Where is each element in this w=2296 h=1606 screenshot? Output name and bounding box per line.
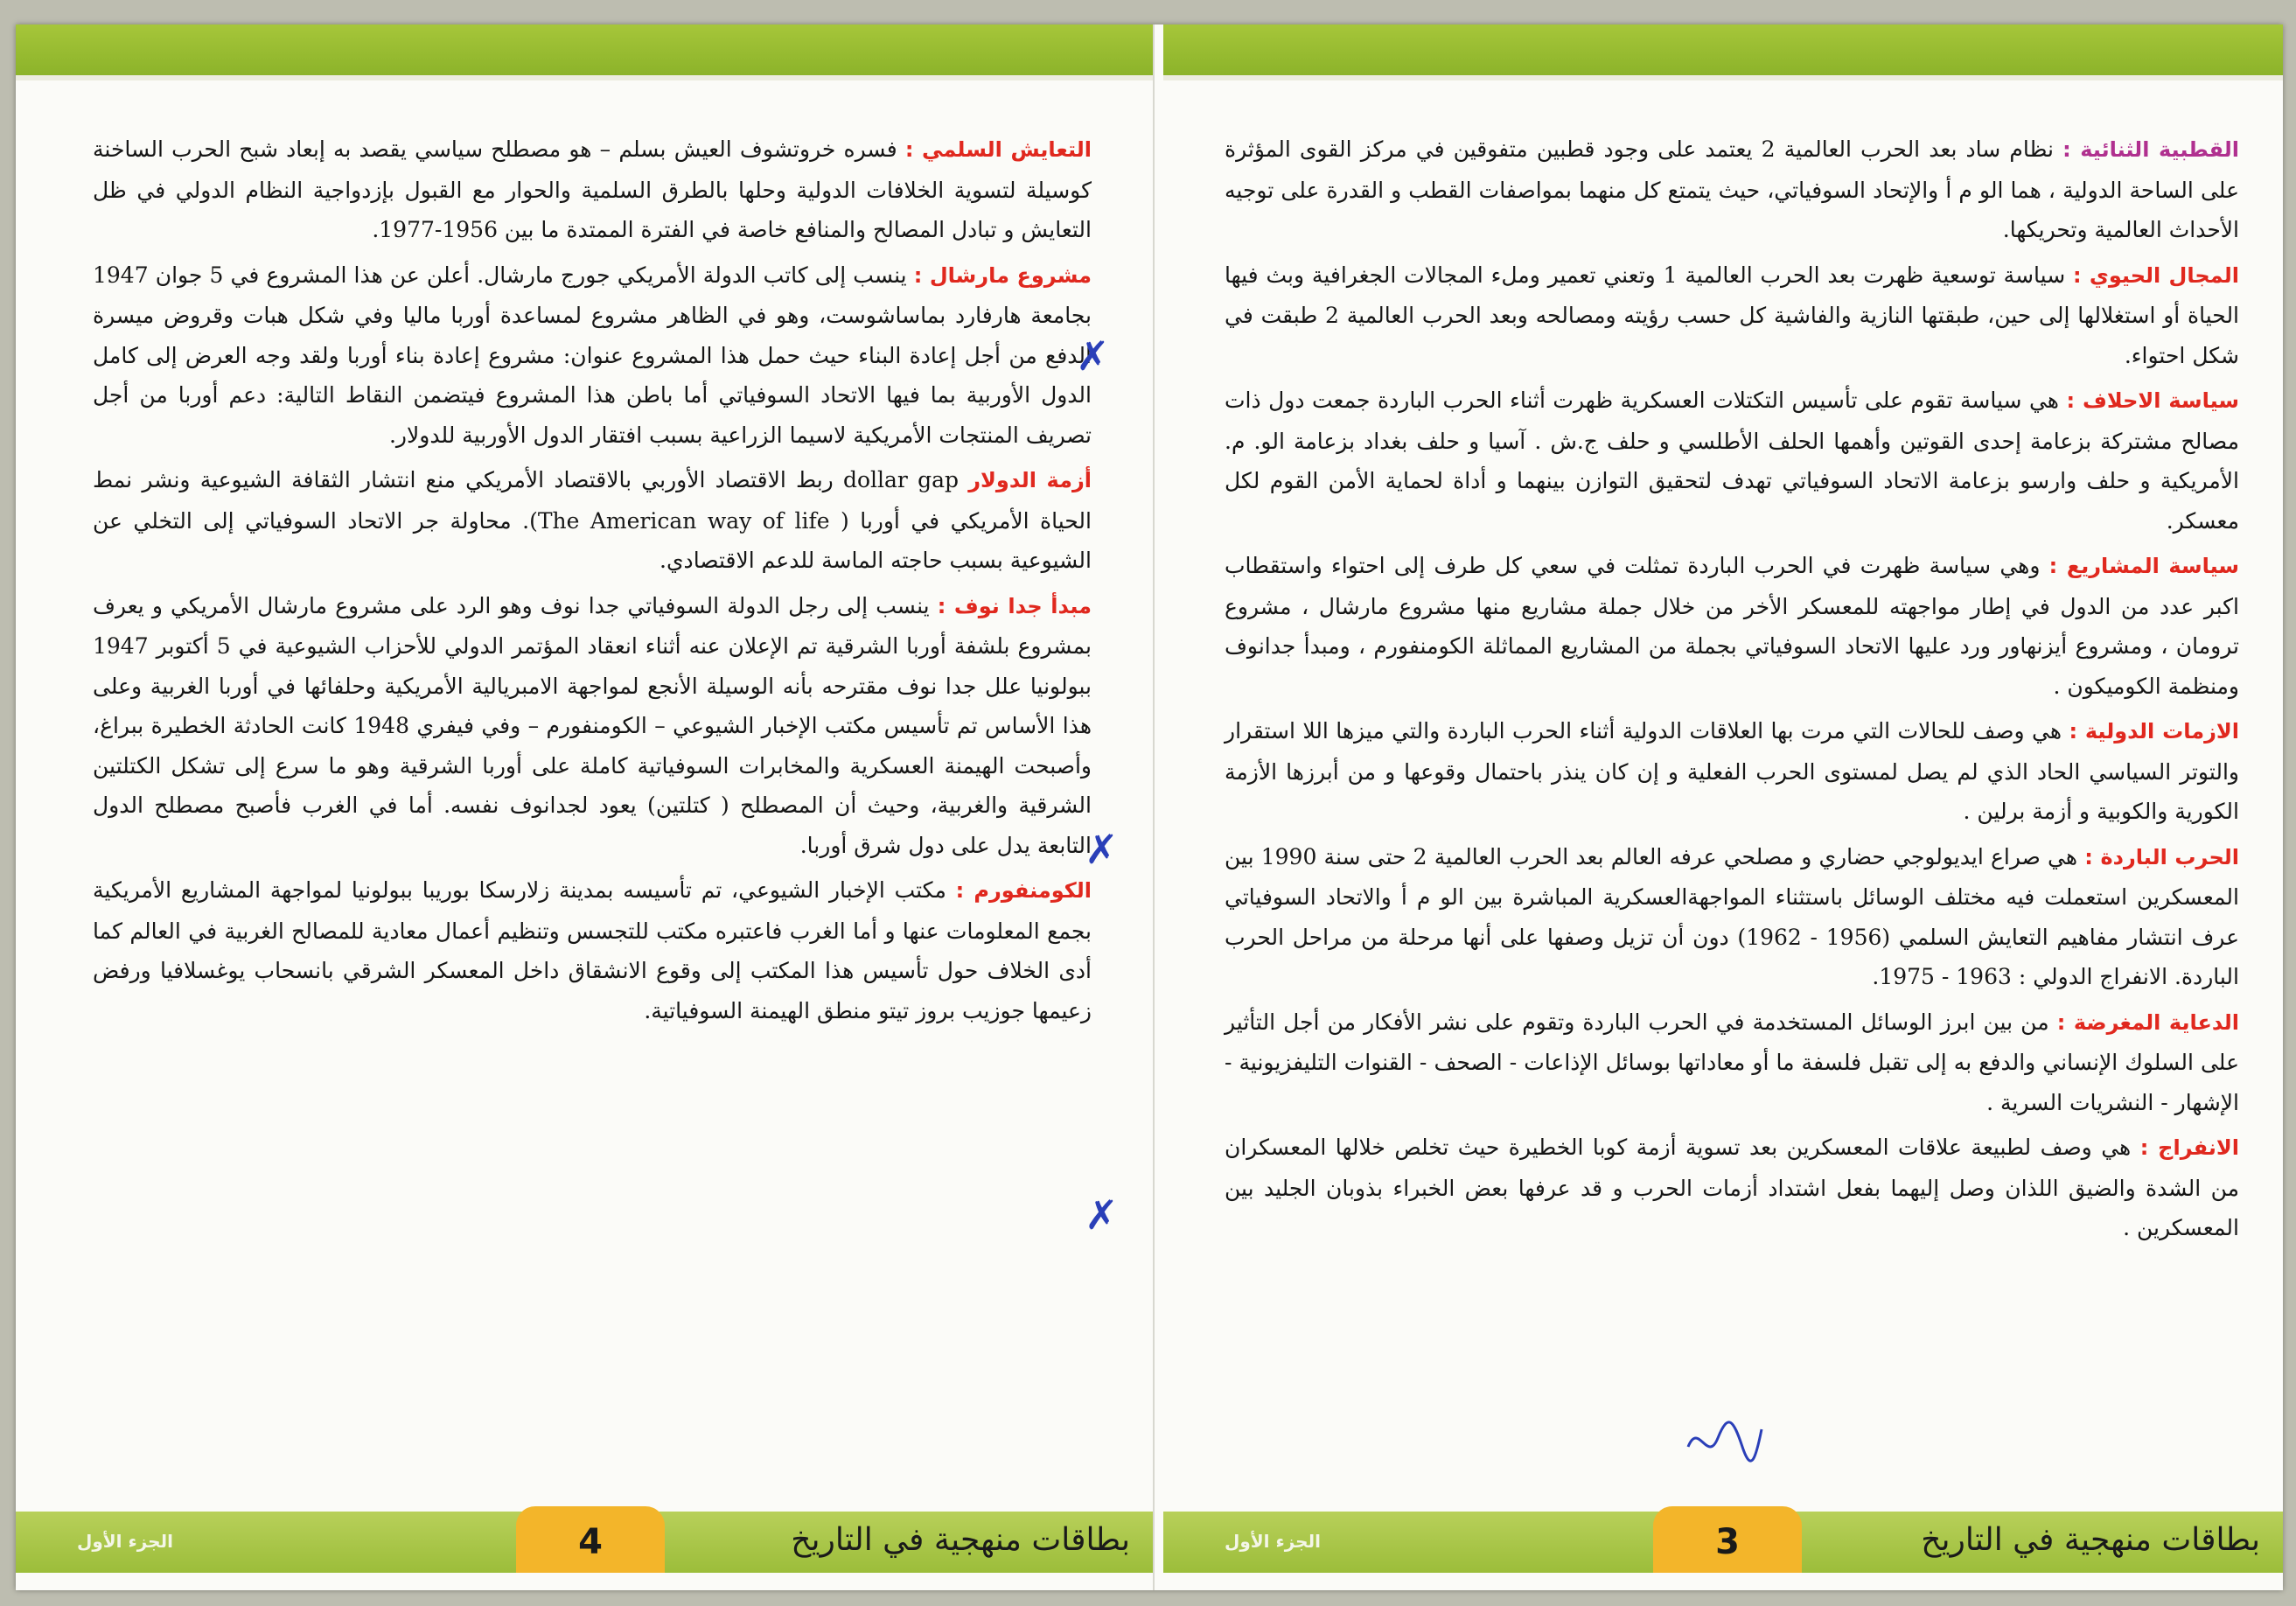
entry-term: القطبية الثنائية : <box>2062 137 2240 162</box>
pen-mark: ✗ <box>1085 1191 1119 1239</box>
entry-alliances-policy <box>1225 381 2239 541</box>
page-4-content <box>93 129 1092 1036</box>
footer-book-title: بطاقات منهجية في التاريخ <box>1921 1522 2260 1558</box>
top-green-band <box>1163 24 2283 75</box>
entry-lebensraum <box>1225 255 2239 376</box>
entry-text: ينسب إلى كاتب الدولة الأمريكي جورج مارشال. أعلن عن هذا المشروع في 5 جوان 1947 بجامعة هارفارد بماساشوست، وهو في الظاهر مشروع لمساعدة أوربا ماليا وفي شكل هبات وقروض ميسرة الدفع من أجل إعادة البناء حيث حمل هذا المشروع عنوان: مشروع إعادة بناء أوربا ولقد وجه العرض إلى كامل الدول الأوربية بما فيها الاتحاد السوفياتي أما باطن هذا المشروع فيتضمن النقاط التالية: دعم أوربا من أجل تصريف المنتجات الأمريكية لاسيما الزراعية بسبب افتقار الدول الأوربية للدولار. <box>93 262 1092 448</box>
entry-term: الازمات الدولية : <box>2069 719 2239 744</box>
page-3-content <box>1225 129 2239 1253</box>
entry-term: مشروع مارشال : <box>913 262 1092 288</box>
entry-text: هي سياسة تقوم على تأسيس التكتلات العسكرية ظهرت أثناء الحرب الباردة جمعت دول ذات مصالح مشتركة بزعامة إحدى القوتين وأهمها الحلف الأطلسي و حلف ج.ش . آسيا و حلف بغداد بزعامة الو. م. الأمريكية و حلف وارسو بزعامة الاتحاد السوفياتي تهدف لتحقيق التوازن بينهما و أداة لحماية الأمن القوم لكل معسكر. <box>1225 388 2239 534</box>
entry-text: هي وصف للحالات التي مرت بها العلاقات الدولية أثناء الحرب الباردة والتي ميزها اللا استقرار والتوتر السياسي الحاد الذي لم يصل لمستوى الحرب الفعلية و إن كان ينذر باحتمال وقوعها و من أبرزها الأزمة الكورية والكوبية و أزمة برلين . <box>1225 718 2240 824</box>
entry-detente <box>1225 1128 2239 1248</box>
entry-cominform <box>93 870 1092 1030</box>
top-green-band <box>16 24 1153 75</box>
page-4-footer <box>16 1512 1153 1573</box>
page-3-footer <box>1163 1512 2283 1573</box>
entry-term: التعايش السلمي : <box>904 137 1092 162</box>
entry-dollar-crisis <box>93 460 1092 581</box>
entry-term: مبدأ جدا نوف : <box>937 593 1092 618</box>
footer-book-title: بطاقات منهجية في التاريخ <box>791 1522 1130 1558</box>
entry-term: الحرب الباردة : <box>2084 844 2240 869</box>
entry-term: الكومنفورم : <box>955 878 1092 903</box>
entry-text: dollar gap ربط الاقتصاد الأوربي بالاقتصاد الأمريكي منع انتشار الثقافة الشيوعية ونشر نمط الحياة الأمريكي في أوربا ( The American way of life). محاولة جر الاتحاد السوفياتي إلى التخلي عن الشيوعية بسبب حاجته الماسة للدعم الاقتصادي. <box>93 467 1092 573</box>
entry-text: سياسة توسعية ظهرت بعد الحرب العالمية 1 وتعني تعمير وملء المجالات الجغرافية وبث فيها الحياة أو استغلالها إلى حين، طبقتها النازية والفاشية كل حسب رؤيته ومصالحه وبعد الحرب العالمية 2 طبقت في شكل احتواء. <box>1225 262 2240 368</box>
footer-part-label: الجزء الأول <box>77 1531 173 1552</box>
booklet-spread <box>16 24 2283 1590</box>
entry-peaceful-coexistence <box>93 129 1092 250</box>
entry-text: هي صراع ايديولوجي حضاري و مصلحي عرفه العالم بعد الحرب العالمية 2 حتى سنة 1990 بين المعسكرين استعملت فيه مختلف الوسائل باستثناء المواجهةالعسكرية المباشرة بين الو م أ والاتحاد السوفياتي عرف انتشار مفاهيم التعايش السلمي (1956 - 1962) دون أن تزيل وصفها على أنها مرحلة من مراحل الحرب الباردة. الانفراج الدولي : 1963 - 1975. <box>1225 843 2240 989</box>
entry-term: أزمة الدولار <box>968 468 1092 492</box>
entry-text: هي وصف لطبيعة علاقات المعسكرين بعد تسوية أزمة كوبا الخطيرة حيث تخلص خلالها المعسكران من الشدة والضيق اللذان وصل إليهما بفعل اشتداد أزمات الحرب و قد عرفها بعض الخبراء بذوبان الجليد بين المعسكرين . <box>1225 1135 2239 1240</box>
entry-marshall-plan <box>93 255 1092 456</box>
entry-text: وهي سياسة ظهرت في الحرب الباردة تمثلت في سعي كل طرف إلى احتواء واستقطاب اكبر عدد من الدول في إطار مواجهته للمعسكر الأخر من خلال جملة مشاريع منها مشروع مارشال ، مشروع ترومان ، ومشروع أيزنهاور ورد عليها الاتحاد السوفياتي بجملة من المشاريع المماثلة الكومنفورم ، ومبدأ جدانوف ومنظمة الكوميكون . <box>1225 553 2239 699</box>
entry-bipolarity <box>1225 129 2239 250</box>
entry-term: سياسة الاحلاف : <box>2066 388 2239 413</box>
entry-text: من بين ابرز الوسائل المستخدمة في الحرب الباردة وتقوم على نشر الأفكار من أجل التأثير على السلوك الإنساني والدفع به إلى تقبل فلسفة ما أو معاداتها بوسائل الإذاعات - الصحف - القنوات التليفزيونية - الإشهار - النشريات السرية . <box>1225 1009 2239 1115</box>
entry-term: سياسة المشاريع : <box>2048 554 2239 578</box>
entry-term: الدعاية المغرضة : <box>2056 1009 2240 1035</box>
entry-international-crises <box>1225 711 2239 832</box>
entry-projects-policy <box>1225 546 2239 706</box>
pen-mark: ✗ <box>1076 332 1110 380</box>
entry-text: فسره خروتشوف العيش بسلم – هو مصطلح سياسي يقصد به إبعاد شبح الحرب الساخنة كوسيلة لتسوية الخلافات الدولية وحلها بالطرق السلمية والحوار مع القبول بإزدواجية النظام الدولي في ظل التعايش و تبادل المصالح والمنافع خاصة في الفترة الممتدة ما بين 1956-1977. <box>93 136 1092 242</box>
pen-mark: ✗ <box>1085 826 1119 873</box>
entry-term: الانفراج : <box>2139 1135 2240 1160</box>
entry-zhdanov-doctrine <box>93 586 1092 866</box>
entry-cold-war <box>1225 837 2239 997</box>
pen-scribble <box>1681 1412 1769 1473</box>
entry-propaganda <box>1225 1002 2239 1123</box>
entry-text: ينسب إلى رجل الدولة السوفياتي جدا نوف وهو الرد على مشروع مارشال الأمريكي و يعرف بمشروع بلشفة أوربا الشرقية تم الإعلان عنه أثناء انعقاد المؤتمر الدولي للأحزاب الشيوعية في 5 أكتوبر 1947 ببولونيا علل جدا نوف مقترحه بأنه الوسيلة الأنجع لمواجهة الامبريالية الأمريكية وحلفائها في أوربا الغربية وعلى هذا الأساس تم تأسيس مكتب الإخبار الشيوعي – الكومنفورم – وفي فيفري 1948 كانت الحادثة الخطيرة ببراغ، وأصبحت الهيمنة العسكرية والمخابرات السوفياتية كاملة على أوربا الشرقية وهو ما سرع إلى تشكل الكتلتين الشرقية والغربية، وحيث أن المصطلح ( كتلتين) يعود لجدانوف نفسه. أما في الغرب فأصبح مصطلح الدول التابعة يدل على دول شرق أوربا. <box>93 592 1092 858</box>
page-3 <box>1163 24 2283 1590</box>
entry-text: مكتب الإخبار الشيوعي، تم تأسيسه بمدينة زلارسكا بوريبا ببولونيا لمواجهة المشاريع الأمريكية بجمع المعلومات عنها و أما الغرب فاعتبره مكتب للتجسس وتنظيم أعمال معادية للمصالح الغربية في العالم كما أدى الخلاف حول تأسيس هذا المكتب إلى وقوع الانشقاق داخل المعسكر الشرقي بانسحاب يوغسلافيا ورفض زعيمها جوزيب بروز تيتو منطق الهيمنة السوفياتية. <box>93 877 1092 1023</box>
page-4 <box>16 24 1155 1590</box>
page-number: 3 <box>1653 1506 1802 1573</box>
entry-term: المجال الحيوي : <box>2073 262 2239 288</box>
page-number: 4 <box>516 1506 665 1573</box>
footer-part-label: الجزء الأول <box>1225 1531 1321 1552</box>
entry-text: نظام ساد بعد الحرب العالمية 2 يعتمد على وجود قطبين متفوقين في مركز القوى المؤثرة على الساحة الدولية ، هما الو م أ والإتحاد السوفياتي، حيث يتمتع كل منهما بمواصفات القطب و القدرة على توجيه الأحداث العالمية وتحريكها. <box>1225 136 2239 242</box>
